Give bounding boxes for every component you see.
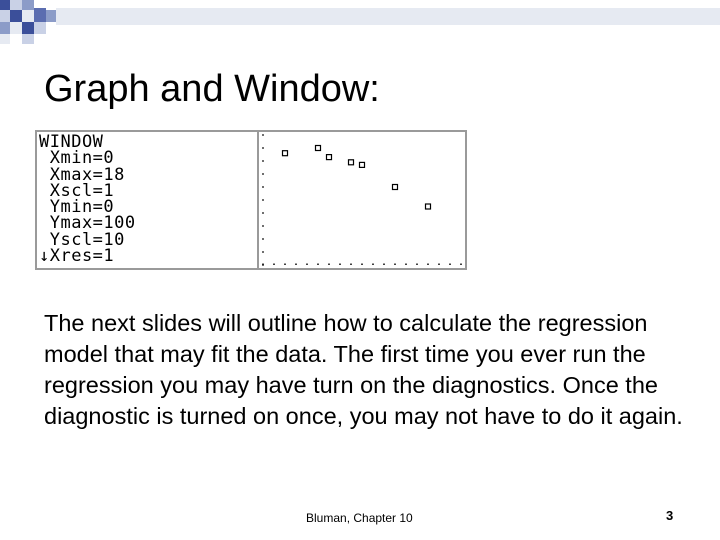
axes [262,134,462,266]
y-axis-tick [262,251,264,253]
calculator-graph-screen [257,130,467,270]
scatter-point [360,162,365,167]
calculator-window-screen [35,130,269,270]
y-axis-tick [262,264,264,266]
x-axis-tick [405,264,407,266]
x-axis-tick [328,264,330,266]
slide-title: Graph and Window: [44,68,380,110]
window-line: WINDOW [39,132,104,152]
y-axis-tick [262,212,264,214]
page-number: 3 [666,508,674,523]
x-axis-tick [350,264,352,266]
window-settings [39,132,136,267]
scatter-point [349,160,354,165]
x-axis-tick [394,264,396,266]
scatter-point [283,151,288,156]
x-axis-tick [449,264,451,266]
scatter-plot [259,132,465,268]
y-axis-tick [262,160,264,162]
window-line: Ymax=100 [39,213,136,234]
x-axis-tick [438,264,440,266]
y-axis-tick [262,238,264,240]
y-axis-tick [262,173,264,175]
x-axis-tick [339,264,341,266]
window-line: Ymin=0 [39,197,115,218]
x-axis-tick [361,264,363,266]
window-line: Xmax=18 [39,164,125,185]
x-axis-tick [460,264,462,266]
x-axis-tick [273,264,275,266]
x-axis-tick [317,264,319,266]
y-axis-tick [262,199,264,201]
scatter-point [393,185,398,190]
scatter-point [316,146,321,151]
x-axis-tick [306,264,308,266]
y-axis-tick [262,134,264,136]
x-axis-tick [284,264,286,266]
window-line: ↓Xres=1 [39,246,115,267]
window-line: Xmin=0 [39,148,115,169]
x-axis-tick [383,264,385,266]
window-line: Xscl=1 [39,180,115,201]
body-paragraph: The next slides will outline how to calculate the regression model that may fit the data. The first time you ever run the regression you may have turn on the diagnostics. Once the diagnostic is turned on once, you may not have to do it again. [44,310,683,429]
y-axis-tick [262,147,264,149]
scatter-point [426,204,431,209]
scatter-point [327,155,332,160]
checker-banner [0,0,720,44]
data-points [283,146,431,210]
x-axis-tick [427,264,429,266]
window-line: Yscl=10 [39,229,125,250]
x-axis-tick [416,264,418,266]
x-axis-tick [372,264,374,266]
y-axis-tick [262,225,264,227]
slide-footer: Bluman, Chapter 10 [306,511,413,525]
x-axis-tick [295,264,297,266]
y-axis-tick [262,186,264,188]
